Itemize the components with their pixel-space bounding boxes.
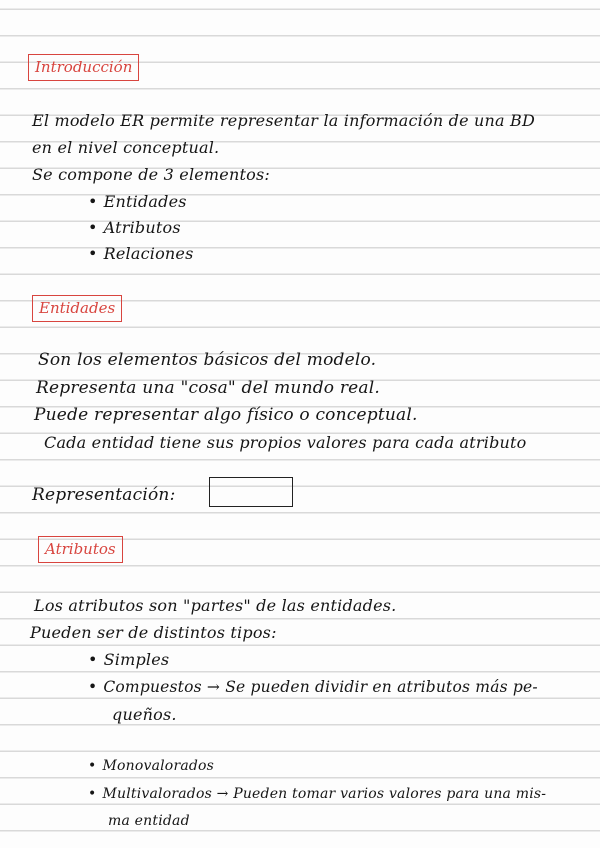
intro-bullet-relaciones: • Relaciones — [88, 244, 194, 263]
bullet-multivalorados: • Multivalorados → Pueden tomar varios valores para una mis- — [88, 786, 546, 802]
intro-line-2: en el nivel conceptual. — [32, 138, 220, 157]
multivalorados-continuation: ma entidad — [108, 813, 190, 829]
atributos-line-2: Pueden ser de distintos tipos: — [30, 623, 277, 642]
entidades-line-3: Puede representar algo físico o conceptual. — [34, 405, 418, 425]
intro-line-1: El modelo ER permite representar la información de una BD — [32, 111, 536, 130]
bullet-compuestos: • Compuestos → Se pueden dividir en atributos más pe- — [88, 678, 538, 696]
entity-rectangle-symbol — [209, 477, 293, 507]
atributos-line-1: Los atributos son "partes" de las entidades. — [34, 596, 397, 615]
bullet-simples: • Simples — [88, 650, 169, 669]
intro-bullet-atributos: • Atributos — [88, 218, 181, 237]
bullet-monovalorados: • Monovalorados — [88, 758, 214, 774]
entidades-line-4: Cada entidad tiene sus propios valores para cada atributo — [44, 433, 527, 452]
heading-atributos: Atributos — [38, 536, 123, 563]
heading-introduccion: Introducción — [28, 54, 139, 81]
entidades-line-2: Representa una "cosa" del mundo real. — [36, 378, 381, 398]
representacion-label: Representación: — [32, 485, 176, 505]
entidades-line-1: Son los elementos básicos del modelo. — [38, 350, 377, 370]
compuestos-continuation: queños. — [112, 705, 177, 724]
intro-bullet-entidades: • Entidades — [88, 192, 187, 211]
intro-line-3: Se compone de 3 elementos: — [32, 165, 270, 184]
heading-entidades: Entidades — [32, 295, 122, 322]
